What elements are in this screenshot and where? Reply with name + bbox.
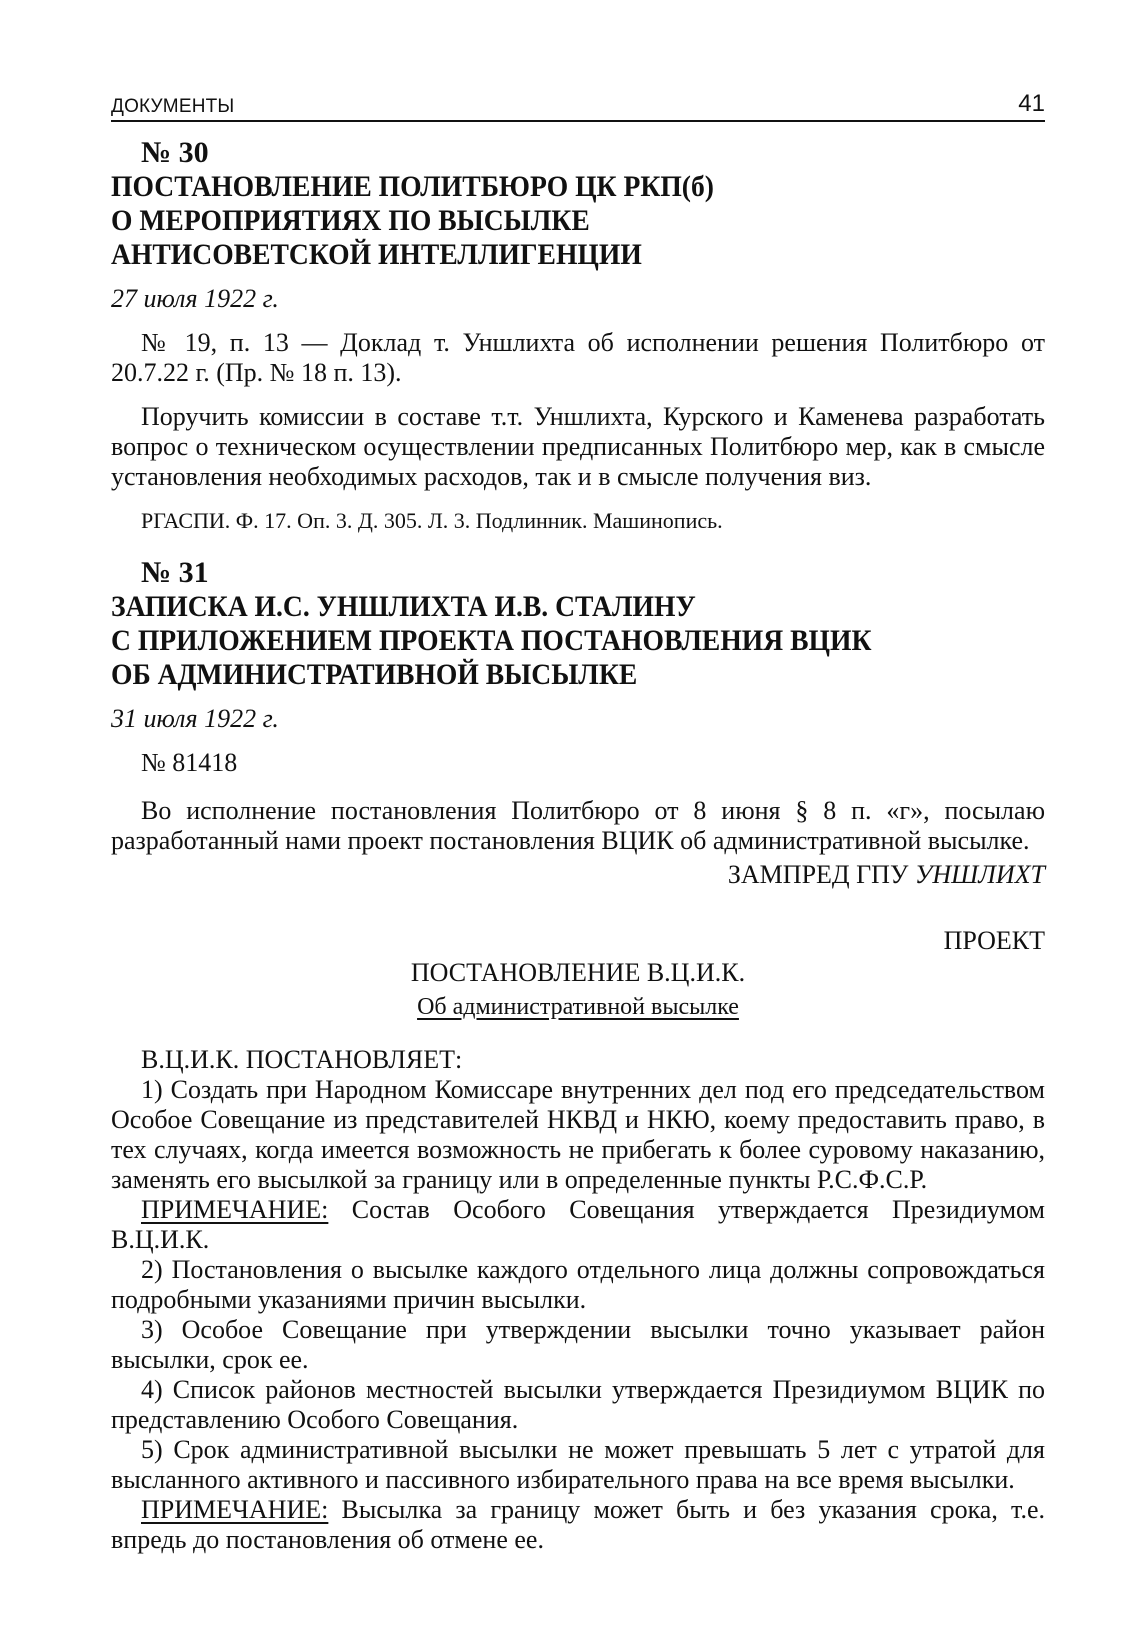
document-30	[111, 136, 1045, 534]
resolution-item: 3) Особое Совещание при утверждении высылки точно указывает район высылки, срок ее.	[111, 1315, 1045, 1374]
note-label: ПРИМЕЧАНИЕ:	[141, 1495, 329, 1524]
reference-number: № 81418	[141, 748, 238, 777]
note	[111, 1495, 1045, 1555]
page-number: 41	[1018, 90, 1045, 117]
resolution-subtitle-text: Об административной высылке	[417, 994, 739, 1020]
document-page	[111, 90, 1045, 1555]
document-31	[111, 556, 1045, 1555]
doc-title-line: ПОСТАНОВЛЕНИЕ ПОЛИТБЮРО ЦК РКП(б)	[111, 170, 714, 203]
note-text: Состав Особого Совещания утверждается Президиумом В.Ц.И.К.	[111, 1195, 1045, 1254]
resolution-item: 1) Создать при Народном Комиссаре внутренних дел под его председательством Особое Совещание из представителей НКВД и НКЮ, коему предоставить право, в тех случаях, когда имеется возможность не прибегать к более суровому наказанию, заменять его высылкой за границу или в определенные пункты Р.С.Ф.С.Р.	[111, 1075, 1045, 1194]
doc-number: № 31	[141, 556, 209, 589]
doc-title-line: ОБ АДМИНИСТРАТИВНОЙ ВЫСЫЛКЕ	[111, 658, 638, 691]
resolves-heading: В.Ц.И.К. ПОСТАНОВЛЯЕТ:	[141, 1045, 463, 1074]
archive-reference: РГАСПИ. Ф. 17. Оп. 3. Д. 305. Л. 3. Подлинник. Машинопись.	[141, 508, 723, 533]
doc-title-line: ЗАПИСКА И.С. УНШЛИХТА И.В. СТАЛИНУ	[111, 590, 696, 623]
doc-number: № 30	[141, 136, 209, 169]
running-head	[111, 90, 1045, 122]
doc-date: 31 июля 1922 г.	[111, 704, 279, 733]
signature-name: УНШЛИХТ	[914, 860, 1045, 889]
draft-label: ПРОЕКТ	[943, 926, 1045, 955]
doc-title-line: АНТИСОВЕТСКОЙ ИНТЕЛЛИГЕНЦИИ	[111, 238, 642, 271]
note-text: Высылка за границу может быть и без указания срока, т.е. впредь до постановления об отмене ее.	[111, 1495, 1045, 1554]
signature-title: ЗАМПРЕД ГПУ	[727, 860, 909, 889]
note	[111, 1195, 1045, 1255]
note-label: ПРИМЕЧАНИЕ:	[141, 1195, 329, 1224]
section-title: ДОКУМЕНТЫ	[111, 96, 235, 117]
resolution-item: 5) Срок административной высылки не может превышать 5 лет с утратой для высланного активного и пассивного избирательного права на все время высылки.	[111, 1435, 1045, 1494]
paragraph: Поручить комиссии в составе т.т. Уншлихта, Курского и Каменева разработать вопрос о техническом осуществлении предписанных Политбюро мер, как в смысле установления необходимых расходов, так и в смысле получения виз.	[111, 402, 1045, 491]
resolution-item: 2) Постановления о высылке каждого отдельного лица должны сопровождаться подробными указаниями причин высылки.	[111, 1255, 1045, 1314]
resolution-item: 4) Список районов местностей высылки утверждается Президиумом ВЦИК по представлению Особого Совещания.	[111, 1375, 1045, 1434]
doc-title-line: С ПРИЛОЖЕНИЕМ ПРОЕКТА ПОСТАНОВЛЕНИЯ ВЦИК	[111, 624, 872, 657]
doc-title-line: О МЕРОПРИЯТИЯХ ПО ВЫСЫЛКЕ	[111, 204, 590, 237]
doc-date: 27 июля 1922 г.	[111, 284, 279, 313]
signature	[111, 860, 1045, 890]
paragraph: № 19, п. 13 — Доклад т. Уншлихта об исполнении решения Политбюро от 20.7.22 г. (Пр. № 18 п. 13).	[111, 328, 1045, 387]
resolution-title: ПОСТАНОВЛЕНИЕ В.Ц.И.К.	[410, 958, 746, 987]
resolution-subtitle	[111, 994, 1045, 1021]
paragraph: Во исполнение постановления Политбюро от 8 июня § 8 п. «г», посылаю разработанный нами проект постановления ВЦИК об административной высылке.	[111, 796, 1045, 855]
